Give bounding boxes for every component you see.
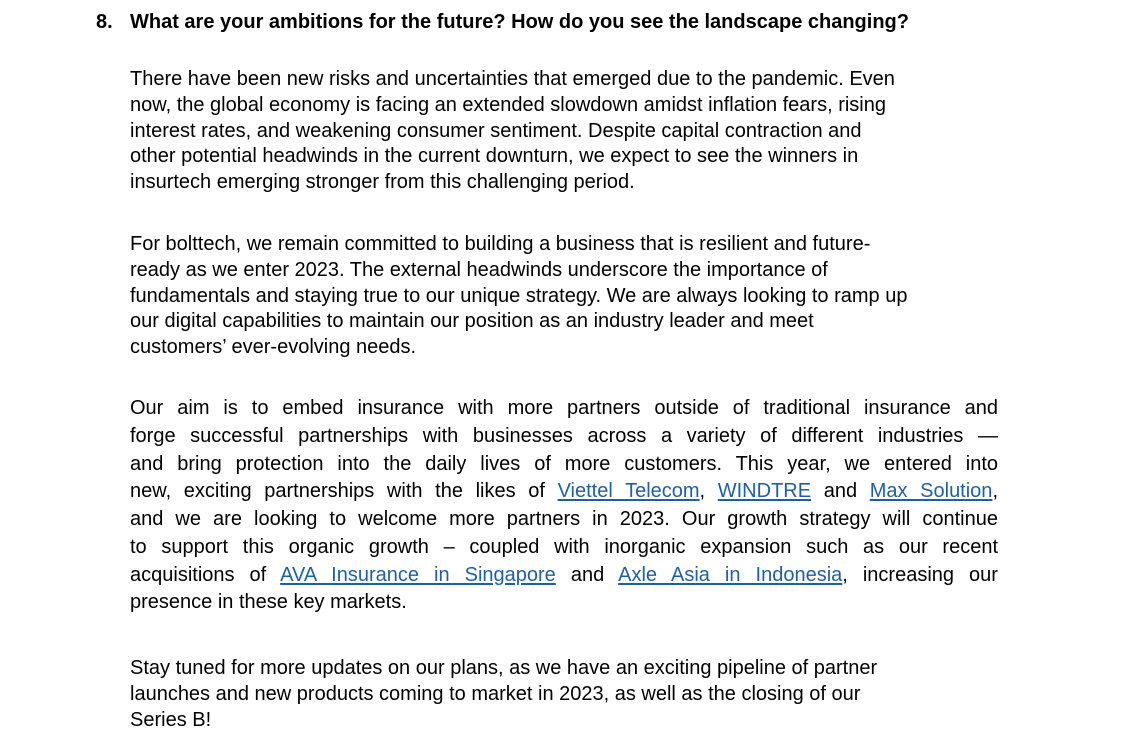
text-segment: , increasing our <box>842 563 998 586</box>
text-line: and bring protection into the daily lives of more customers. This year, we entered into <box>130 452 998 475</box>
text-line: interest rates, and weakening consumer sentiment. Despite capital contraction and <box>130 119 862 142</box>
text-line: fundamentals and staying true to our unique strategy. We are always looking to ramp up <box>130 284 908 307</box>
text-segment: , <box>699 480 718 503</box>
link-windtre[interactable]: WINDTRE <box>717 480 812 503</box>
text-line: our digital capabilities to maintain our position as an industry leader and meet <box>130 310 814 333</box>
link-ava-insurance[interactable]: AVA Insurance in Singapore <box>280 563 556 586</box>
text-line: Series B! <box>130 708 212 731</box>
text-segment: , <box>992 480 998 503</box>
text-line: Our aim is to embed insurance with more partners outside of traditional insurance and <box>130 397 998 419</box>
text-line: insurtech emerging stronger from this challenging period. <box>130 171 635 193</box>
text-line: forge successful partnerships with businesses across a variety of different industries — <box>130 424 998 447</box>
text-line: customers’ ever-evolving needs. <box>130 336 417 358</box>
text-line: There have been new risks and uncertainties that emerged due to the pandemic. Even <box>130 68 895 90</box>
text-segment: and <box>555 563 619 586</box>
text-segment: new, exciting partnerships with the likes of <box>130 480 558 503</box>
text-line: other potential headwinds in the current downturn, we expect to see the winners in <box>130 145 859 168</box>
text-line-with-links <box>130 562 998 590</box>
paragraph-partnerships <box>130 395 998 617</box>
question-number: 8. <box>96 11 113 33</box>
link-axle-asia[interactable]: Axle Asia in Indonesia <box>618 563 843 586</box>
text-line: presence in these key markets. <box>130 591 407 614</box>
text-segment: acquisitions of <box>130 563 281 586</box>
text-segment: and <box>811 480 870 503</box>
question-text: What are your ambitions for the future? How do you see the landscape changing? <box>130 11 909 33</box>
text-line: For bolttech, we remain committed to building a business that is resilient and future- <box>130 233 871 255</box>
paragraph-stay-tuned <box>130 656 1000 733</box>
text-line: now, the global economy is facing an extended slowdown amidst inflation fears, rising <box>130 93 886 116</box>
text-line-with-links <box>130 478 998 506</box>
text-line: and we are looking to welcome more partners in 2023. Our growth strategy will continue <box>130 508 998 530</box>
text-line: ready as we enter 2023. The external headwinds underscore the importance of <box>130 258 828 281</box>
text-line: to support this organic growth – coupled with inorganic expansion such as our recent <box>130 535 998 558</box>
text-line: launches and new products coming to market in 2023, as well as the closing of our <box>130 682 861 705</box>
paragraph-bolttech-commitment <box>130 232 1000 361</box>
question-heading <box>96 9 909 35</box>
text-line: Stay tuned for more updates on our plans, as we have an exciting pipeline of partner <box>130 657 878 679</box>
paragraph-pandemic-risks <box>130 67 1000 196</box>
link-max-solution[interactable]: Max Solution <box>869 480 993 503</box>
link-viettel-telecom[interactable]: Viettel Telecom <box>557 480 700 503</box>
